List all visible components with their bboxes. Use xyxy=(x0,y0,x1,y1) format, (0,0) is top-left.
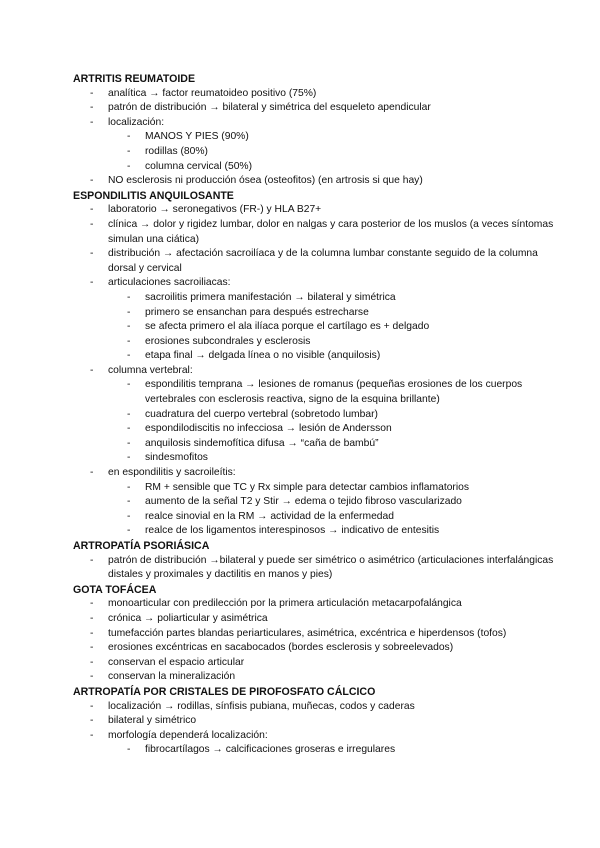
sub-list-item: - rodillas (80%) xyxy=(73,145,560,160)
sub-list-item: - erosiones subcondrales y esclerosis xyxy=(73,335,560,350)
list-item xyxy=(73,612,560,627)
sub-list-item: - espondilodiscitis no infecciosa → lesión de Andersson xyxy=(73,422,560,437)
list-item-text: en espondilitis y sacroileítis: xyxy=(108,467,236,479)
list-item xyxy=(73,276,560,364)
list-item-text: patrón de distribución → bilateral y simétrica del esqueleto apendicular xyxy=(108,102,431,114)
sub-list xyxy=(73,130,560,174)
list-item-text: localización → rodillas, sínfisis pubiana, muñecas, codos y caderas xyxy=(108,700,415,712)
sub-list-item: - primero se ensanchan para después estrecharse xyxy=(73,306,560,321)
list-item xyxy=(73,627,560,642)
list-item-text: tumefacción partes blandas periarticulares, asimétrica, excéntrica e hiperdensos (tofos) xyxy=(108,627,507,639)
list-item xyxy=(73,116,560,174)
sub-list xyxy=(73,378,560,466)
list-item xyxy=(73,101,560,116)
list-item-text: erosiones excéntricas en sacabocados (bordes esclerosis y sobreelevados) xyxy=(108,642,454,654)
list-item-text: morfología dependerá localización: xyxy=(108,729,268,741)
list-item-text: articulaciones sacroiliacas: xyxy=(108,277,231,289)
sub-list xyxy=(73,481,560,539)
bullet-list xyxy=(73,203,560,539)
list-item xyxy=(73,670,560,685)
list-item-text: patrón de distribución →bilateral y puede ser simétrico o asimétrico (articulaciones interfalángicas distales y proximales y dactilitis en manos y pies) xyxy=(108,554,554,581)
list-item xyxy=(73,174,560,189)
sub-list-item: - RM + sensible que TC y Rx simple para detectar cambios inflamatorios xyxy=(73,481,560,496)
list-item-text: NO esclerosis ni producción ósea (osteofitos) (en artrosis si que hay) xyxy=(108,175,423,187)
list-item-text: laboratorio → seronegativos (FR-) y HLA B27+ xyxy=(108,204,322,216)
list-item xyxy=(73,656,560,671)
list-item-text: bilateral y simétrico xyxy=(108,715,197,727)
list-item-text: clínica → dolor y rigidez lumbar, dolor en nalgas y cara posterior de los muslos (a veces síntomas simulan una ciática) xyxy=(108,218,554,245)
sub-list-item: - realce sinovial en la RM → actividad de la enfermedad xyxy=(73,510,560,525)
list-item xyxy=(73,597,560,612)
sub-list-item: - aumento de la señal T2 y Stir → edema o tejido fibroso vascularizado xyxy=(73,495,560,510)
sub-list-item: - fibrocartílagos → calcificaciones groseras e irregulares xyxy=(73,743,560,758)
list-item xyxy=(73,714,560,729)
bullet-list xyxy=(73,597,560,685)
bullet-list xyxy=(73,700,560,758)
sub-list-item: - columna cervical (50%) xyxy=(73,160,560,175)
section-title: ARTRITIS REUMATOIDE xyxy=(73,73,196,85)
bullet-list xyxy=(73,554,560,583)
sub-list-item: - cuadratura del cuerpo vertebral (sobretodo lumbar) xyxy=(73,408,560,423)
list-item xyxy=(73,364,560,466)
list-item xyxy=(73,218,560,247)
list-item xyxy=(73,641,560,656)
section-title: ARTROPATÍA POR CRISTALES DE PIROFOSFATO CÁLCICO xyxy=(73,685,376,698)
list-item-text: localización: xyxy=(108,116,165,128)
bullet-list xyxy=(73,87,560,189)
section-title: GOTA TOFÁCEA xyxy=(73,583,157,596)
list-item-text: distribución → afectación sacroilíaca y de la columna lumbar constante seguido de la columna dorsal y cervical xyxy=(108,248,538,274)
list-item-text: columna vertebral: xyxy=(108,364,193,376)
sub-list-item: - realce de los ligamentos interespinosos → indicativo de entesitis xyxy=(73,524,560,539)
sub-list xyxy=(73,291,560,364)
list-item-text: monoarticular con predilección por la primera articulación metacarpofalángica xyxy=(108,598,462,610)
sub-list-item: - etapa final → delgada línea o no visible (anquilosis) xyxy=(73,349,560,364)
list-item-text: conservan el espacio articular xyxy=(108,656,245,668)
sub-list-item: - MANOS Y PIES (90%) xyxy=(73,130,560,145)
list-item-text: analítica → factor reumatoideo positivo (75%) xyxy=(108,87,317,99)
list-item xyxy=(73,554,560,583)
list-item-text: crónica → poliarticular y asimétrica xyxy=(108,612,268,624)
sub-list-item: - sacroilitis primera manifestación → bilateral y simétrica xyxy=(73,291,560,306)
list-item xyxy=(73,466,560,539)
section-title: ARTROPATÍA PSORIÁSICA xyxy=(73,540,210,552)
list-item xyxy=(73,203,560,218)
list-item xyxy=(73,700,560,715)
sub-list xyxy=(73,743,560,758)
sub-list-item: - se afecta primero el ala ilíaca porque el cartílago es + delgado xyxy=(73,320,560,335)
list-item xyxy=(73,247,560,276)
list-item xyxy=(73,729,560,758)
section-title: ESPONDILITIS ANQUILOSANTE xyxy=(73,189,234,202)
sub-list-item: - espondilitis temprana → lesiones de romanus (pequeñas erosiones de los cuerpos vertebrales con esclerosis reactiva, signo de la esquina brillante) xyxy=(73,378,560,407)
list-item-text: conservan la mineralización xyxy=(108,671,236,683)
sub-list-item: - sindesmofitos xyxy=(73,451,560,466)
sub-list-item: - anquilosis sindemofítica difusa → “caña de bambú” xyxy=(73,437,560,452)
list-item xyxy=(73,87,560,102)
